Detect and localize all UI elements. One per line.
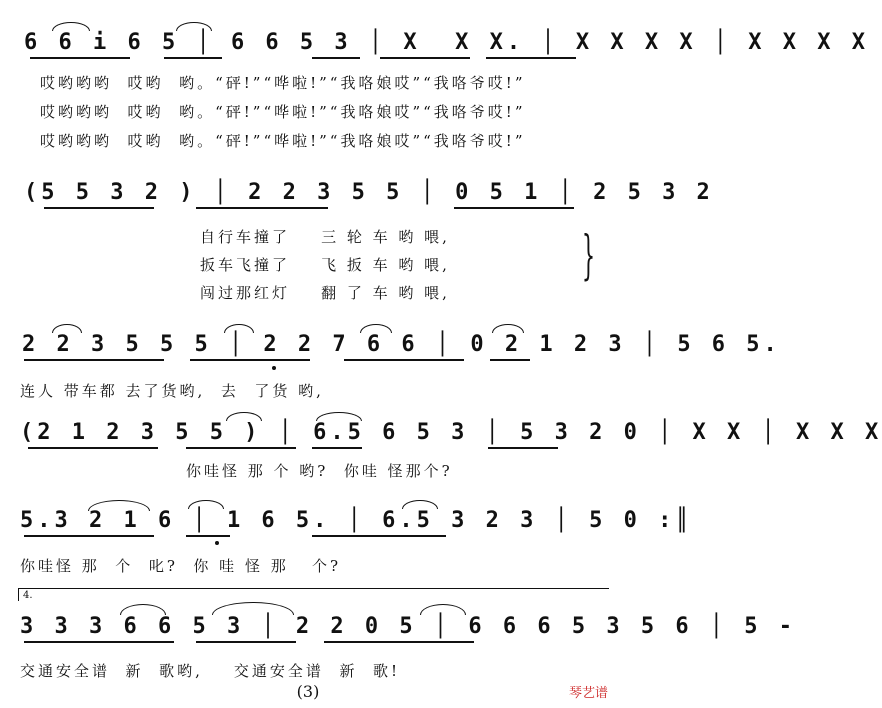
row5-lyric: 你哇怪 那 个 叱? 你 哇 怪 那 个? [20, 557, 342, 575]
underline [312, 447, 362, 449]
row1-notes: 6 6 i 6 5 │ 6 6 5 3 │ X X X. │ X X X X │ X X X X [24, 30, 870, 55]
underline [24, 641, 174, 643]
octave-dot [272, 366, 276, 370]
slur [360, 324, 392, 333]
underline [186, 535, 230, 537]
underline [486, 57, 576, 59]
row3-notes: 2 2 3 5 5 5 │ 2 2 7 6 6 │ 0 2 1 2 3 │ 5 6 5. [22, 332, 781, 357]
volta-bracket [18, 588, 609, 601]
slur [224, 324, 254, 333]
row1-lyric-1: 哎哟哟哟 哎哟 哟。“砰!”“哗啦!”“我咯娘哎”“我咯爷哎!” [40, 74, 526, 92]
row1-lyric-2: 哎哟哟哟 哎哟 哟。“砰!”“哗啦!”“我咯娘哎”“我咯爷哎!” [40, 103, 526, 121]
volta-number: 4. [23, 590, 33, 601]
row1-lyric-3: 哎哟哟哟 哎哟 哟。“砰!”“哗啦!”“我咯娘哎”“我咯爷哎!” [40, 132, 526, 150]
underline [490, 359, 530, 361]
underline [44, 207, 154, 209]
site-logo: 琴艺谱 [568, 686, 608, 701]
underline [344, 359, 464, 361]
underline [24, 359, 164, 361]
underline [196, 641, 296, 643]
slur [492, 324, 524, 333]
underline [24, 535, 154, 537]
underline [312, 57, 360, 59]
octave-dot [215, 541, 219, 545]
page-number: (3) [296, 682, 320, 701]
underline [186, 447, 296, 449]
row4-lyric: 你哇怪 那 个 哟? 你哇 怪那个? [186, 462, 453, 480]
brace: } [581, 226, 596, 286]
slur [402, 500, 438, 509]
underline [380, 57, 470, 59]
row2-lyric-3: 闯过那红灯 翻 了 车 哟 喂, [200, 284, 450, 302]
row2-notes: (5 5 3 2 ) │ 2 2 3 5 5 │ 0 5 1 │ 2 5 3 2 [24, 180, 714, 205]
underline [190, 359, 310, 361]
row2-lyric-1: 自行车撞了 三 轮 车 哟 喂, [200, 228, 450, 246]
row4-notes: (2 1 2 3 5 5 ) │ 6.5 6 5 3 │ 5 3 2 0 │ X X │ X X X [20, 420, 882, 445]
underline [324, 641, 474, 643]
slur [120, 604, 166, 615]
underline [312, 535, 446, 537]
underline [164, 57, 222, 59]
slur [316, 412, 362, 421]
row3-lyric: 连人 带车都 去了货哟, 去 了货 哟, [20, 382, 324, 400]
slur [52, 22, 90, 31]
row6-lyric: 交通安全谱 新 歌哟, 交通安全谱 新 歌! [20, 662, 401, 680]
slur [212, 602, 294, 615]
slur [226, 412, 262, 421]
row5-notes: 5.3 2 1 6 │ 1 6 5. │ 6.5 3 2 3 │ 5 0 :║ [20, 508, 693, 533]
underline [454, 207, 574, 209]
underline [30, 57, 130, 59]
row2-lyric-2: 扳车飞撞了 飞 扳 车 哟 喂, [200, 256, 450, 274]
slur [188, 500, 224, 509]
row6-notes: 3 3 3 6 6 5 3 │ 2 2 0 5 │ 6 6 6 5 3 5 6 │ 5 - [20, 614, 797, 639]
underline [28, 447, 158, 449]
slur [52, 324, 82, 333]
underline [488, 447, 558, 449]
underline [196, 207, 328, 209]
slur [88, 500, 150, 511]
slur [420, 604, 466, 615]
slur [176, 22, 212, 31]
